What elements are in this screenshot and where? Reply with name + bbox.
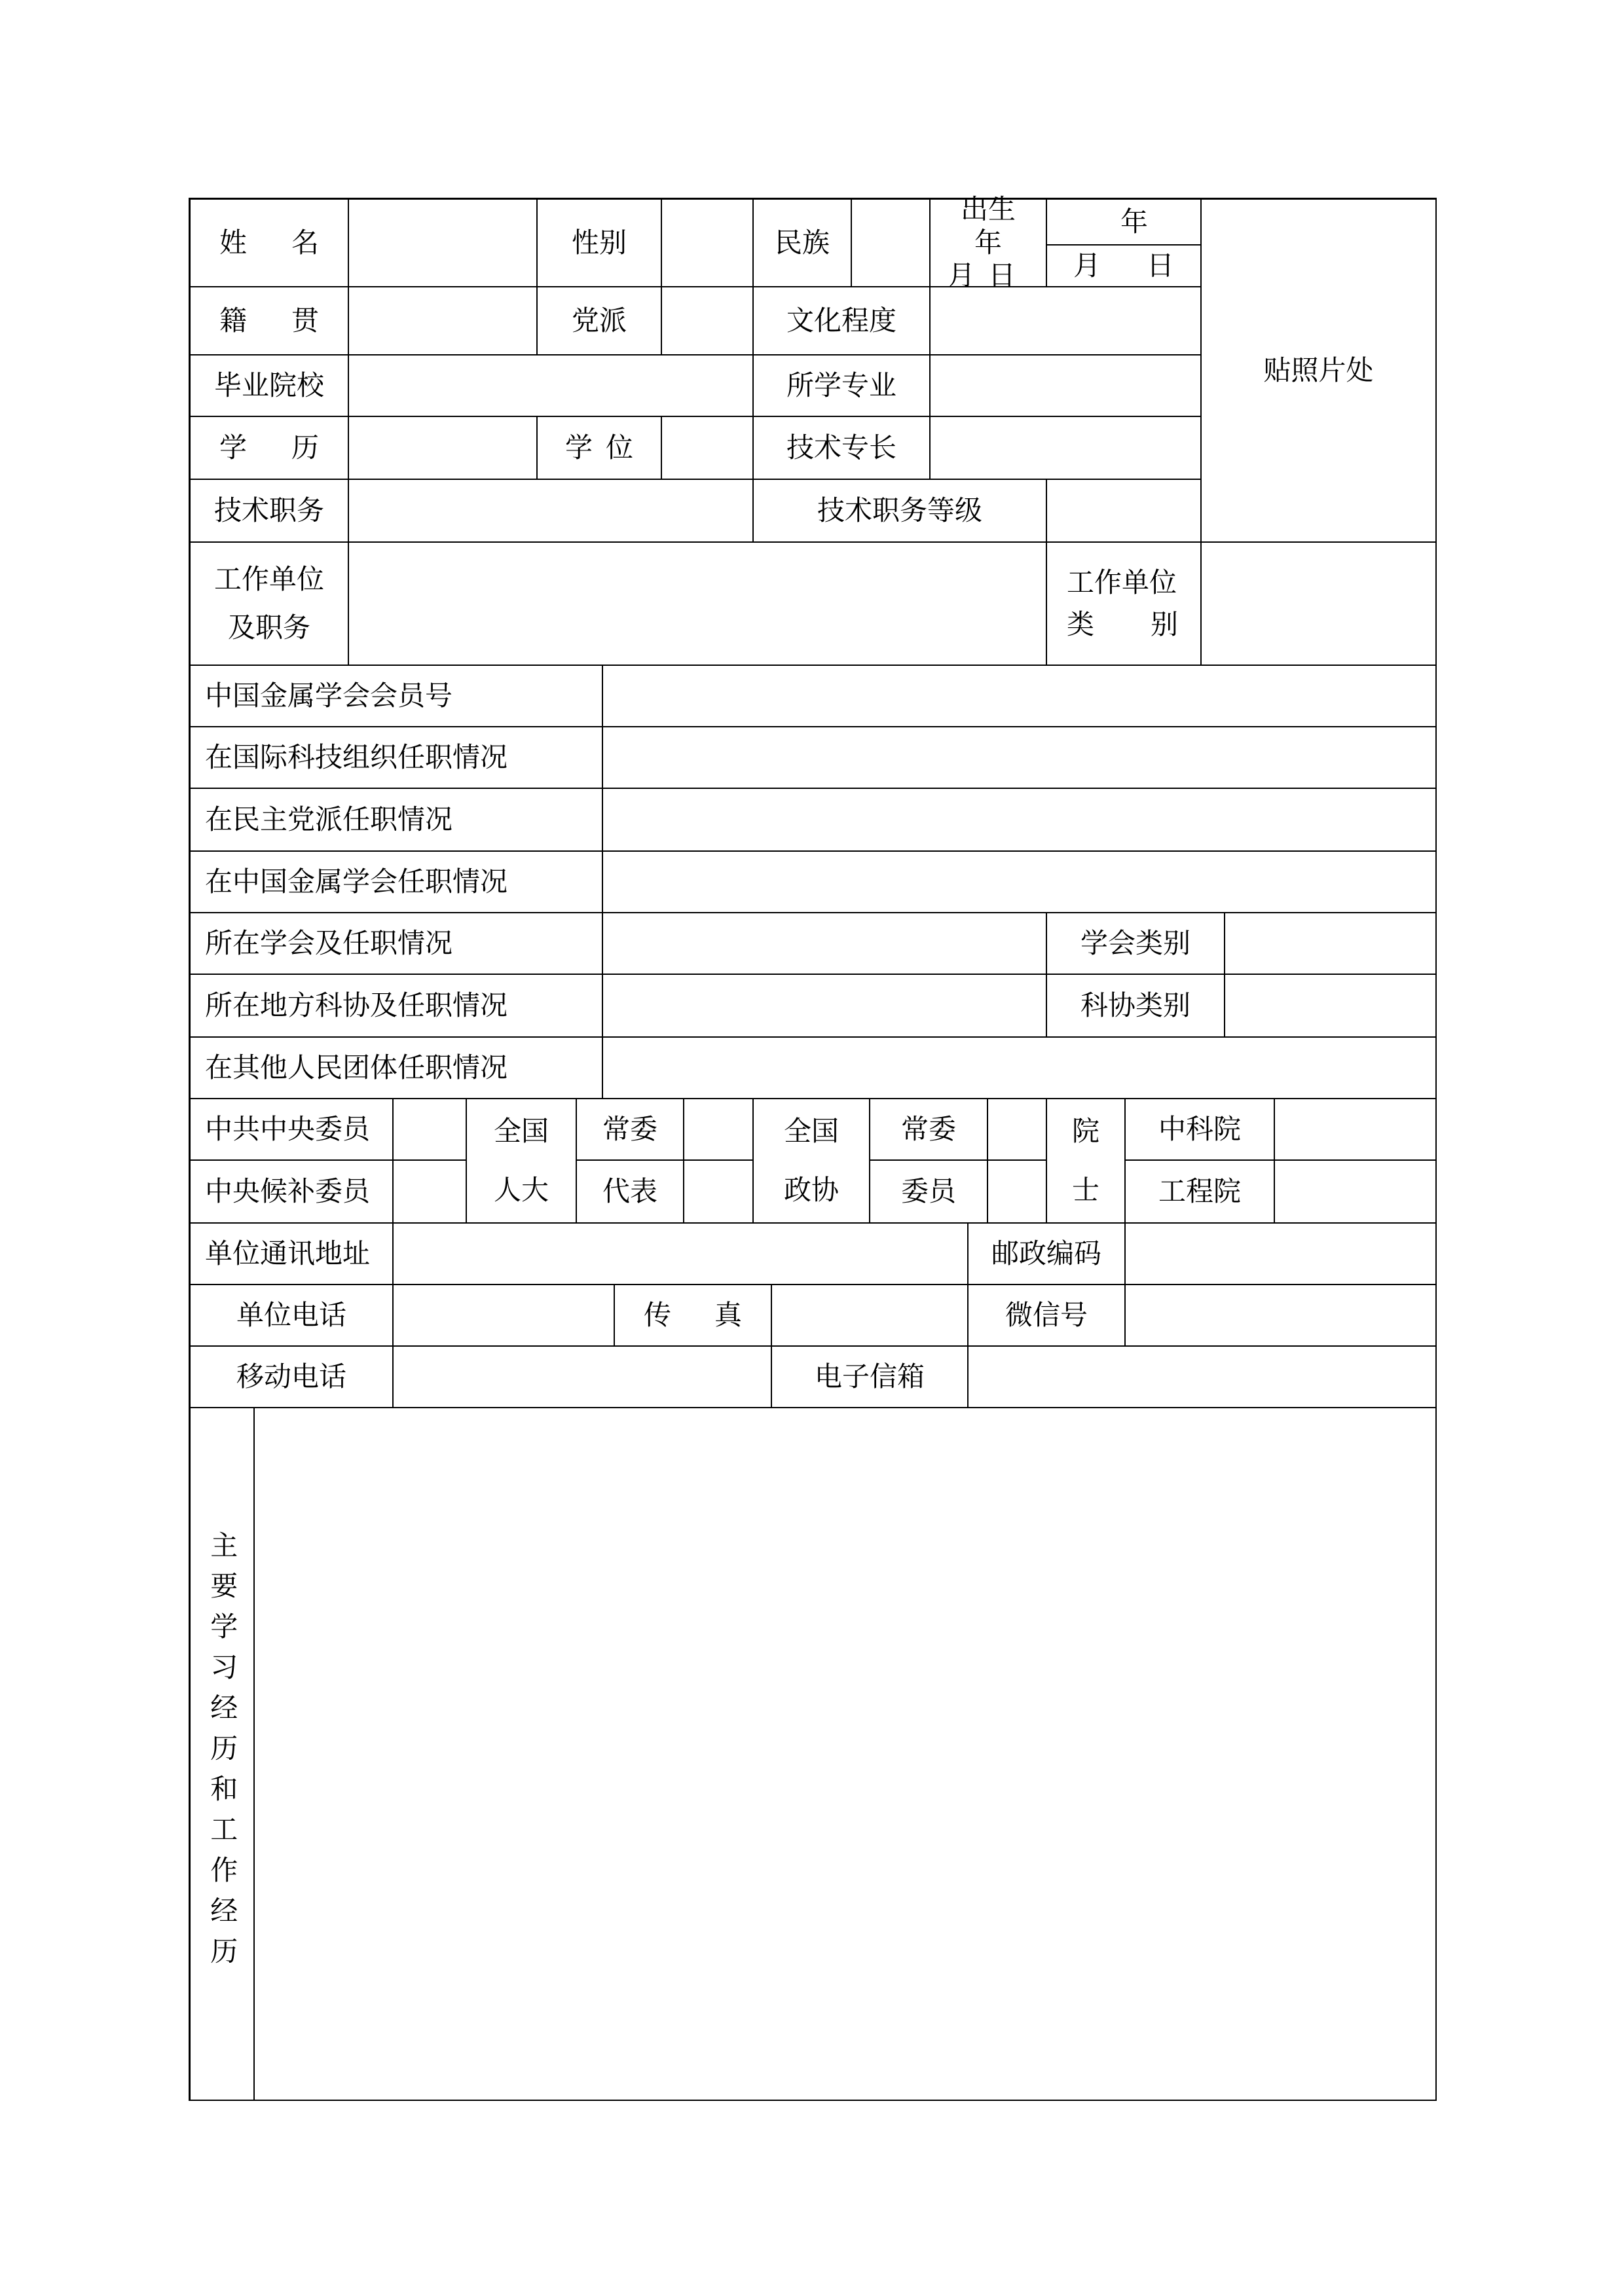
address-field[interactable] [394,1224,969,1285]
birth-month-day-field[interactable]: 月 日 [1047,246,1202,287]
name-field[interactable] [349,200,538,287]
unit-type-label: 工作单位 类 别 [1047,543,1202,666]
work-unit-field[interactable] [349,543,1047,666]
ethnicity-field[interactable] [852,200,931,287]
office-phone-label: 单位电话 [191,1285,394,1347]
npc-label: 全国 人大 [467,1099,577,1224]
photo-area[interactable]: 贴照片处 [1202,200,1437,543]
democratic-party-label: 在民主党派任职情况 [191,789,603,852]
cppcc-standing-label: 常委 [870,1099,988,1161]
native-place-field[interactable] [349,287,538,355]
gender-label: 性别 [538,200,662,287]
ethnicity-label: 民族 [754,200,852,287]
local-assoc-field[interactable] [603,975,1047,1038]
education-level-label: 文化程度 [754,287,931,355]
tech-specialty-label: 技术专长 [754,417,931,480]
assoc-type-field[interactable] [1225,975,1437,1038]
cppcc-label: 全国 政协 [754,1099,870,1224]
postcode-field[interactable] [1126,1224,1437,1285]
cppcc-standing-field[interactable] [988,1099,1047,1161]
society-position-label: 所在学会及任职情况 [191,913,603,975]
fax-label: 传 真 [615,1285,772,1347]
degree-history-label: 学 历 [191,417,349,480]
party-label: 党派 [538,287,662,355]
degree-field[interactable] [662,417,754,480]
registration-table [189,193,1437,2101]
mobile-field[interactable] [394,1347,772,1408]
society-type-field[interactable] [1225,913,1437,975]
csm-position-field[interactable] [603,852,1437,913]
work-unit-label: 工作单位 及职务 [191,543,349,666]
wechat-field[interactable] [1126,1285,1437,1347]
mobile-label: 移动电话 [191,1347,394,1408]
tech-specialty-field[interactable] [931,417,1202,480]
society-type-label: 学会类别 [1047,913,1225,975]
cas-field[interactable] [1275,1099,1437,1161]
tech-title-grade-field[interactable] [1047,480,1202,543]
cpc-member-field[interactable] [394,1099,467,1161]
school-field[interactable] [349,355,754,417]
email-label: 电子信箱 [772,1347,969,1408]
fax-field[interactable] [772,1285,969,1347]
education-level-field[interactable] [931,287,1202,355]
address-label: 单位通讯地址 [191,1224,394,1285]
npc-deputy-label: 代表 [577,1161,684,1224]
cppcc-member-field[interactable] [988,1161,1047,1224]
native-place-label: 籍 贯 [191,287,349,355]
npc-standing-field[interactable] [684,1099,754,1161]
wechat-label: 微信号 [969,1285,1126,1347]
degree-history-field[interactable] [349,417,538,480]
cpc-alt-field[interactable] [394,1161,467,1224]
birth-label: 出生年 月 日 [931,200,1047,287]
intl-org-field[interactable] [603,727,1437,789]
postcode-label: 邮政编码 [969,1224,1126,1285]
experience-label: 主要学习经历和工作经历 [191,1408,255,2101]
unit-type-field[interactable] [1202,543,1437,666]
party-field[interactable] [662,287,754,355]
csm-position-label: 在中国金属学会任职情况 [191,852,603,913]
npc-deputy-field[interactable] [684,1161,754,1224]
cas-label: 中科院 [1126,1099,1275,1161]
school-label: 毕业院校 [191,355,349,417]
office-phone-field[interactable] [394,1285,615,1347]
npc-standing-label: 常委 [577,1099,684,1161]
csm-member-no-field[interactable] [603,666,1437,727]
democratic-party-field[interactable] [603,789,1437,852]
cpc-member-label: 中共中央委员 [191,1099,394,1161]
other-org-field[interactable] [603,1038,1437,1099]
major-field[interactable] [931,355,1202,417]
intl-org-label: 在国际科技组织任职情况 [191,727,603,789]
degree-label: 学 位 [538,417,662,480]
name-label: 姓 名 [191,200,349,287]
cae-field[interactable] [1275,1161,1437,1224]
academician-label: 院 士 [1047,1099,1126,1224]
cppcc-member-label: 委员 [870,1161,988,1224]
gender-field[interactable] [662,200,754,287]
experience-field[interactable] [255,1408,1437,2101]
local-assoc-label: 所在地方科协及任职情况 [191,975,603,1038]
birth-year-field[interactable]: 年 [1047,200,1202,246]
cae-label: 工程院 [1126,1161,1275,1224]
csm-member-no-label: 中国金属学会会员号 [191,666,603,727]
society-position-field[interactable] [603,913,1047,975]
assoc-type-label: 科协类别 [1047,975,1225,1038]
tech-title-grade-label: 技术职务等级 [754,480,1047,543]
tech-title-field[interactable] [349,480,754,543]
other-org-label: 在其他人民团体任职情况 [191,1038,603,1099]
major-label: 所学专业 [754,355,931,417]
tech-title-label: 技术职务 [191,480,349,543]
email-field[interactable] [969,1347,1437,1408]
cpc-alt-label: 中央候补委员 [191,1161,394,1224]
